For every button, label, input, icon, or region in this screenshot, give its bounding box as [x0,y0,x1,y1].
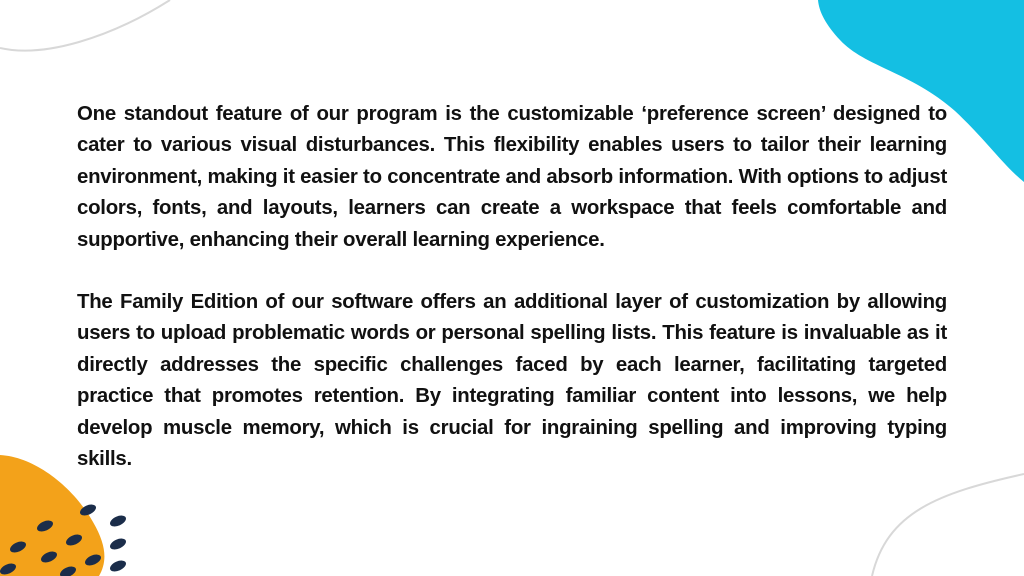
bottom-right-curve-line [872,474,1024,576]
dot [108,558,127,573]
top-left-curve-line [0,0,170,51]
dot [108,513,127,528]
slide-text-content [77,99,947,475]
feature-paragraph-preference-screen: One standout feature of our program is the customizable ‘preference screen’ designed to cater to various visual disturbances. This flexibility enables users to tailor their learning environment, making it easier to concentrate and absorb information. With options to adjust colors, fonts, and layouts, learners can create a workspace that feels comfortable and supportive, enhancing their overall learning experience. [77,103,947,251]
feature-paragraph-family-edition: The Family Edition of our software offers an additional layer of customization by allowing users to upload problematic words or personal spelling lists. This feature is invaluable as it directly addresses the specific challenges faced by each learner, facilitating targeted practice that promotes retention. By integrating familiar content into lessons, we help develop muscle memory, which is crucial for ingraining spelling and improving typing skills. [77,291,947,471]
dot [108,536,127,551]
